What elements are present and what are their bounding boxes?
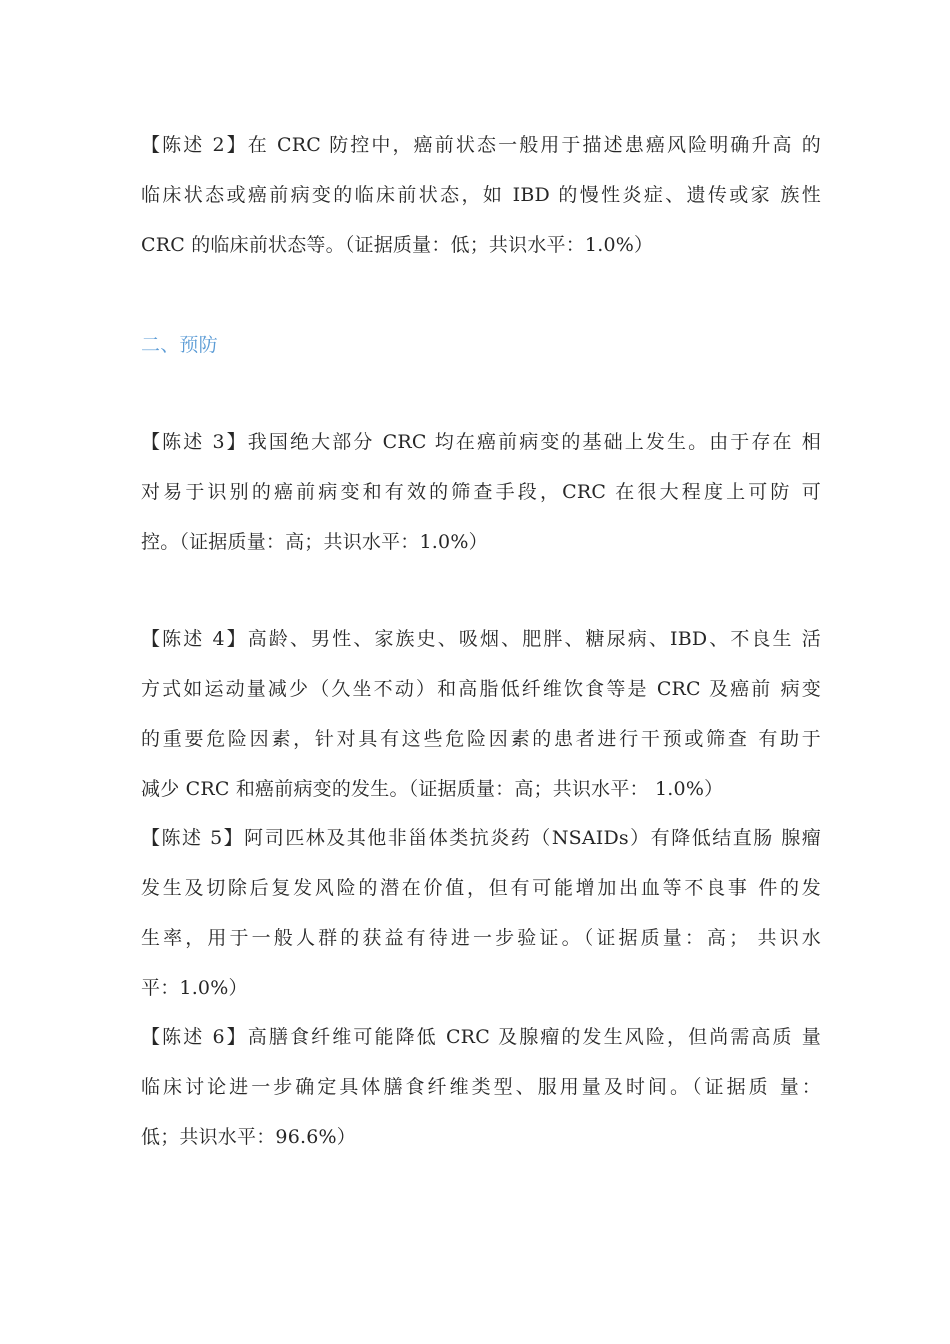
paragraph-line: 方式如运动量减少（久坐不动）和高脂低纤维饮食等是 CRC 及癌前 病变 [141,678,821,700]
paragraph-line: 【陈述 2】在 CRC 防控中，癌前状态一般用于描述患癌风险明确升高 的 [141,134,821,156]
paragraph-line: CRC 的临床前状态等。（证据质量：低；共识水平：1.0%） [141,234,654,256]
paragraph-line: 【陈述 6】高膳食纤维可能降低 CRC 及腺瘤的发生风险，但尚需高质 量 [141,1026,821,1048]
paragraph-line: 控。（证据质量：高；共识水平：1.0%） [141,531,488,553]
paragraph-line: 临床讨论进一步确定具体膳食纤维类型、服用量及时间。（证据质 量： [141,1076,821,1098]
paragraph-line: 发生及切除后复发风险的潜在价值，但有可能增加出血等不良事 件的发 [141,877,821,899]
section-heading: 二、预防 [141,334,218,356]
paragraph-line: 对易于识别的癌前病变和有效的筛查手段，CRC 在很大程度上可防 可 [141,481,821,503]
paragraph-line: 平：1.0%） [141,977,248,999]
paragraph-line: 的重要危险因素，针对具有这些危险因素的患者进行干预或筛查 有助于 [141,728,821,750]
paragraph-line: 减少 CRC 和癌前病变的发生。（证据质量：高；共识水平： 1.0%） [141,778,724,800]
paragraph-line: 临床状态或癌前病变的临床前状态，如 IBD 的慢性炎症、遗传或家 族性 [141,184,821,206]
paragraph-line: 生率，用于一般人群的获益有待进一步验证。（证据质量：高； 共识水 [141,927,821,949]
paragraph-line: 【陈述 5】阿司匹林及其他非甾体类抗炎药（NSAIDs）有降低结直肠 腺瘤 [141,827,821,849]
paragraph-line: 【陈述 3】我国绝大部分 CRC 均在癌前病变的基础上发生。由于存在 相 [141,431,821,453]
paragraph-line: 【陈述 4】高龄、男性、家族史、吸烟、肥胖、糖尿病、IBD、不良生 活 [141,628,821,650]
paragraph-line: 低；共识水平：96.6%） [141,1126,356,1148]
